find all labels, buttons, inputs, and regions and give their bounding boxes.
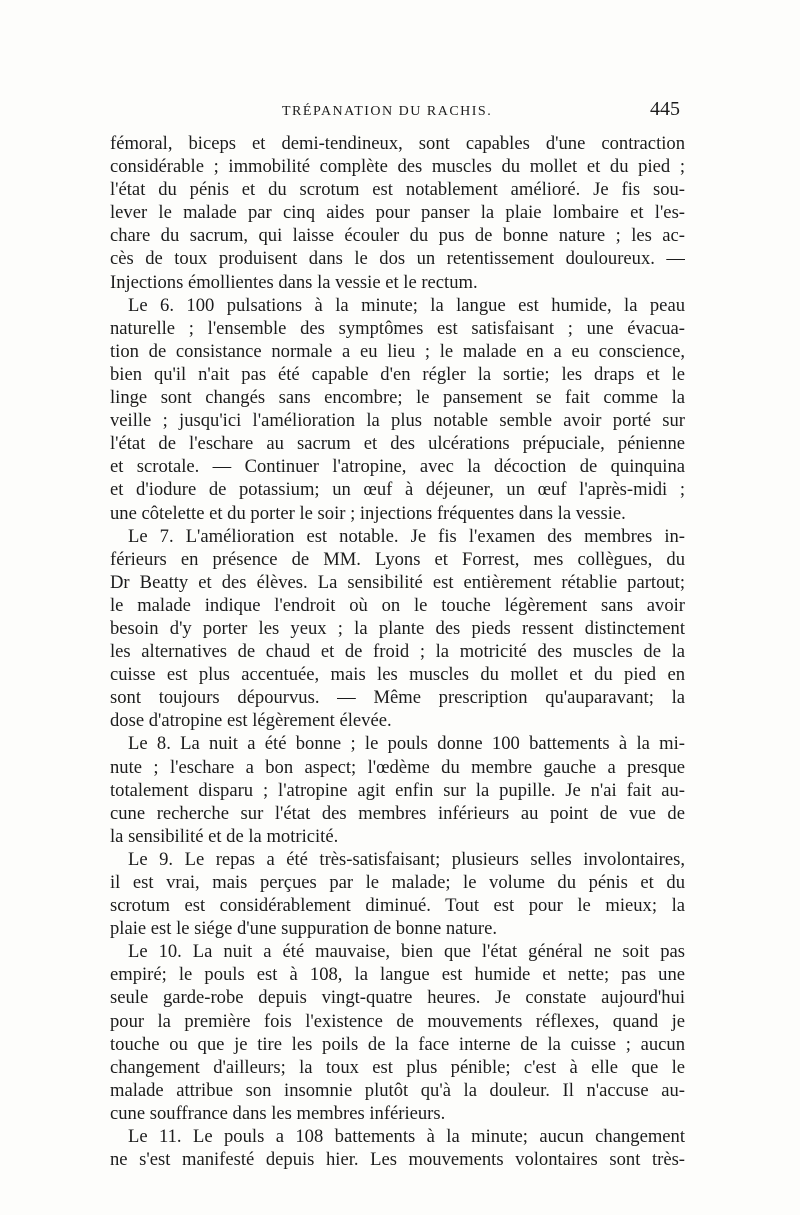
text-line: Injections émollientes dans la vessie et le rectum.	[110, 271, 478, 293]
text-line: sont toujours dépourvus. — Même prescription qu'auparavant; la	[110, 687, 685, 709]
text-line: scrotum est considérablement diminué. Tout est pour le mieux; la	[110, 895, 685, 917]
text-line: chare du sacrum, qui laisse écouler du pus de bonne nature ; les ac-	[110, 225, 685, 247]
text-line: malade attribue son insomnie plutôt qu'à la douleur. Il n'accuse au-	[110, 1079, 685, 1101]
text-line: dose d'atropine est légèrement élevée.	[110, 710, 392, 732]
text-line: Le 9. Le repas a été très-satisfaisant; plusieurs selles involontaires,	[128, 848, 685, 870]
text-line: férieurs en présence de MM. Lyons et Forrest, mes collègues, du	[110, 548, 685, 570]
text-line: cune recherche sur l'état des membres inférieurs au point de vue de	[110, 802, 685, 824]
text-line: nute ; l'eschare a bon aspect; l'œdème du membre gauche a presque	[110, 756, 685, 778]
text-line: cuisse est plus accentuée, mais les muscles du mollet et du pied en	[110, 664, 685, 686]
text-line: considérable ; immobilité complète des muscles du mollet et du pied ;	[110, 156, 685, 178]
text-line: une côtelette et du porter le soir ; injections fréquentes dans la vessie.	[110, 502, 626, 524]
text-line: ne s'est manifesté depuis hier. Les mouvements volontaires sont très-	[110, 1149, 685, 1171]
text-line: changement d'ailleurs; la toux est plus pénible; c'est à elle que le	[110, 1056, 685, 1078]
text-line: seule garde-robe depuis vingt-quatre heures. Je constate aujourd'hui	[110, 987, 685, 1009]
text-line: bien qu'il n'ait pas été capable d'en régler la sortie; les draps et le	[110, 363, 685, 385]
running-title: TRÉPANATION DU RACHIS.	[282, 104, 493, 119]
text-line: tion de consistance normale a eu lieu ; le malade en a eu conscience,	[110, 340, 685, 362]
text-line: Le 7. L'amélioration est notable. Je fis l'examen des membres in-	[128, 525, 685, 547]
text-line: et scrotale. — Continuer l'atropine, avec la décoction de quinquina	[110, 456, 685, 478]
text-line: Le 6. 100 pulsations à la minute; la langue est humide, la peau	[128, 294, 685, 316]
text-line: cès de toux produisent dans le dos un retentissement douloureux. —	[110, 248, 685, 270]
text-line: la sensibilité et de la motricité.	[110, 825, 339, 847]
text-line: plaie est le siége d'une suppuration de bonne nature.	[110, 918, 497, 940]
text-line: besoin d'y porter les yeux ; la plante des pieds ressent distinctement	[110, 617, 685, 639]
text-line: Le 8. La nuit a été bonne ; le pouls donne 100 battements à la mi-	[128, 733, 685, 755]
text-line: les alternatives de chaud et de froid ; la motricité des muscles de la	[110, 641, 685, 663]
text-line: Le 11. Le pouls a 108 battements à la minute; aucun changement	[128, 1126, 685, 1148]
text-line: lever le malade par cinq aides pour panser la plaie lombaire et l'es-	[110, 202, 685, 224]
text-line: linge sont changés sans encombre; le pansement se fait comme la	[110, 387, 685, 409]
text-line: fémoral, biceps et demi-tendineux, sont capables d'une contraction	[110, 133, 685, 154]
text-line: pour la première fois l'existence de mouvements réflexes, quand je	[110, 1010, 685, 1032]
running-head	[110, 96, 680, 126]
text-line: le malade indique l'endroit où on le touche légèrement sans avoir	[110, 594, 685, 616]
body-text	[110, 132, 685, 1171]
text-line: Dr Beatty et des élèves. La sensibilité est entièrement rétablie partout;	[110, 571, 685, 593]
page-number: 445	[650, 98, 680, 120]
text-line: et d'iodure de potassium; un œuf à déjeuner, un œuf l'après-midi ;	[110, 479, 685, 501]
text-line: l'état de l'eschare au sacrum et des ulcérations prépuciale, pénienne	[110, 433, 685, 455]
text-line: touche ou que je tire les poils de la face interne de la cuisse ; aucun	[110, 1033, 685, 1055]
text-line: totalement disparu ; l'atropine agit enfin sur la pupille. Je n'ai fait au-	[110, 779, 685, 801]
text-line: naturelle ; l'ensemble des symptômes est satisfaisant ; une évacua-	[110, 317, 685, 339]
text-line: il est vrai, mais perçues par le malade; le volume du pénis et du	[110, 872, 685, 893]
text-line: l'état du pénis et du scrotum est notablement amélioré. Je fis sou-	[110, 179, 685, 201]
text-line: veille ; jusqu'ici l'amélioration la plus notable semble avoir porté sur	[110, 410, 685, 432]
text-line: Le 10. La nuit a été mauvaise, bien que l'état général ne soit pas	[128, 941, 685, 963]
text-line: cune souffrance dans les membres inférieurs.	[110, 1102, 446, 1124]
text-line: empiré; le pouls est à 108, la langue est humide et nette; pas une	[110, 964, 685, 986]
